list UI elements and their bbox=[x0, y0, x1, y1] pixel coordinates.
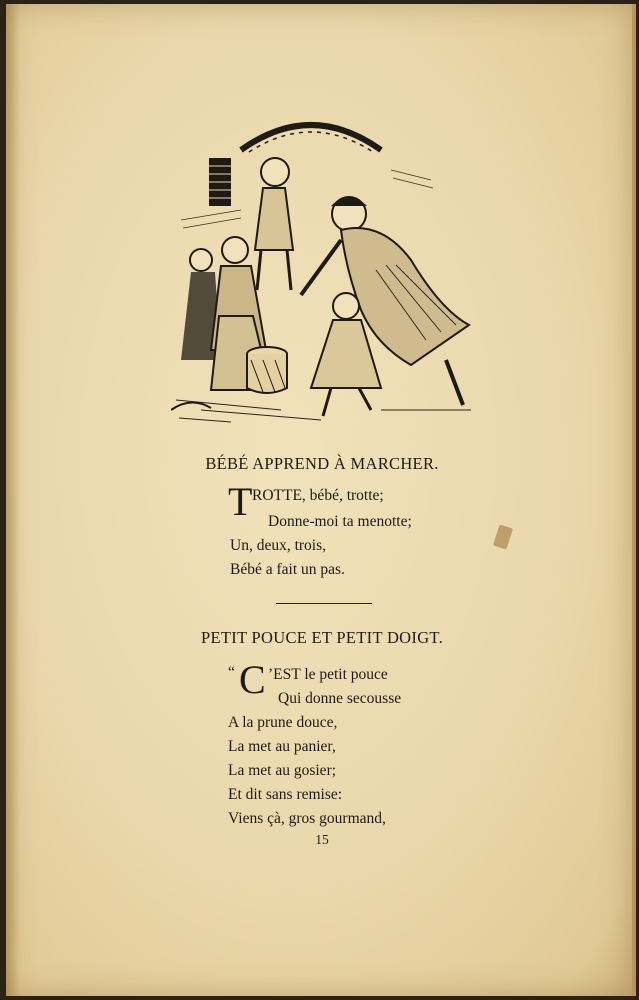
poem1-line-2: Donne-moi ta menotte; bbox=[268, 513, 412, 530]
poem2-title: PETIT POUCE ET PETIT DOIGT. bbox=[201, 628, 443, 647]
page-number: 15 bbox=[315, 832, 329, 847]
book-page bbox=[6, 4, 636, 996]
poem1-line-3: Un, deux, trois, bbox=[230, 537, 327, 554]
poem2-open-quote: “ bbox=[228, 664, 235, 681]
poem1-line-1: ROTTE, bébé, trotte; bbox=[252, 487, 384, 504]
poem1-dropcap: T bbox=[228, 479, 253, 524]
poem2-line-4: La met au panier, bbox=[228, 738, 336, 755]
poem2-line-6: Et dit sans remise: bbox=[228, 786, 343, 803]
poem2-line-5: La met au gosier; bbox=[228, 762, 337, 779]
engraving-illustration bbox=[171, 110, 483, 428]
section-divider bbox=[276, 603, 372, 604]
paper-stain bbox=[493, 524, 513, 549]
poem2-line-2: Qui donne secousse bbox=[278, 690, 402, 707]
poem1-title: BÉBÉ APPREND À MARCHER. bbox=[205, 454, 439, 473]
poem2-line-1: ’EST le petit pouce bbox=[268, 666, 388, 683]
poem2-line-3: A la prune douce, bbox=[228, 714, 338, 731]
poem2-line-7: Viens çà, gros gourmand, bbox=[228, 810, 386, 827]
poem2-dropcap: C bbox=[239, 657, 266, 702]
poem1-line-4: Bébé a fait un pas. bbox=[230, 561, 345, 578]
